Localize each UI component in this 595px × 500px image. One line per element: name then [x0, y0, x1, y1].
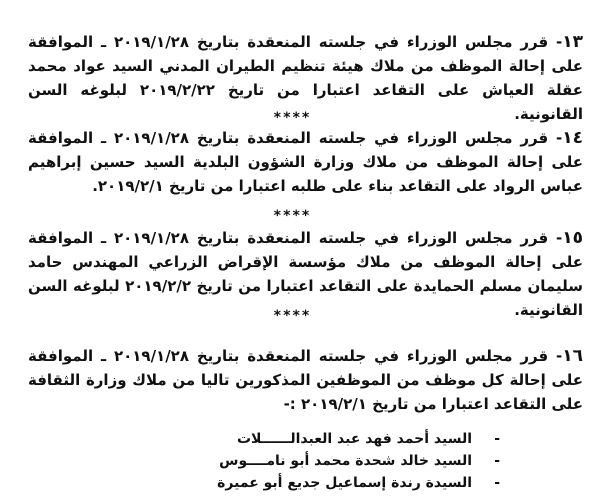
retiree-name: السيد خالد شحدة محمد أبو نامــــوس — [219, 453, 472, 469]
item-text: - قرر مجلس الوزراء في جلسته المنعقدة بتاريخ ٢٠١٩/١/٢٨ ـ الموافقة على إحالة كل موظف من الموظفين المذكورين تاليا من ملاك وزارة الثقافة على التقاعد اعتبارا من تاريخ ٢٠١٩/٢/١ :- — [28, 347, 583, 413]
list-bullet: - — [494, 453, 500, 469]
item-number: ١٥ — [562, 228, 583, 248]
retiree-list — [200, 428, 500, 494]
item-number: ١٤ — [562, 128, 583, 148]
item-text: - قرر مجلس الوزراء في جلسته المنعقدة بتاريخ ٢٠١٩/١/٢٨ ـ الموافقة على إحالة الموظف من ملاك وزارة الشؤون البلدية السيد حسين إبراهيم عباس الرواد على التقاعد بناء على طلبه اعتبارا من تاريخ ٢٠١٩/٢/١. — [28, 129, 583, 195]
list-item — [200, 450, 500, 472]
decision-item-16 — [28, 344, 583, 416]
list-item — [200, 472, 500, 494]
list-item — [200, 428, 500, 450]
item-text: - قرر مجلس الوزراء في جلسته المنعقدة بتاريخ ٢٠١٩/١/٢٨ ـ الموافقة على إحالة الموظف من ملاك مؤسسة الإقراض الزراعي المهندس حامد سليمان مسلم الحمايدة على التقاعد اعتبارا من تاريخ ٢٠١٩/٢/٢ لبلوغه السن القانونية. — [28, 229, 583, 319]
item-number: ١٦ — [562, 346, 583, 366]
item-text: - قرر مجلس الوزراء في جلسته المنعقدة بتاريخ ٢٠١٩/١/٢٨ ـ الموافقة على إحالة الموظف من ملاك هيئة تنظيم الطيران المدني السيد عواد محمد عقلة العياش على التقاعد اعتبارا من تاريخ ٢٠١٩/٢/٢٢ لبلوغه السن القانونية. — [28, 33, 584, 123]
decision-item-14 — [28, 126, 583, 198]
list-bullet: - — [494, 475, 500, 491]
item-number: ١٣ — [562, 32, 583, 52]
retiree-name: السيد أحمد فهد عبد العبدالــــــلات — [236, 431, 472, 447]
separator: **** — [273, 110, 311, 126]
separator: **** — [273, 208, 311, 224]
retiree-name: السيدة رندة إسماعيل جديع أبو عميرة — [217, 475, 472, 491]
separator: **** — [273, 308, 311, 324]
list-bullet: - — [494, 431, 500, 447]
